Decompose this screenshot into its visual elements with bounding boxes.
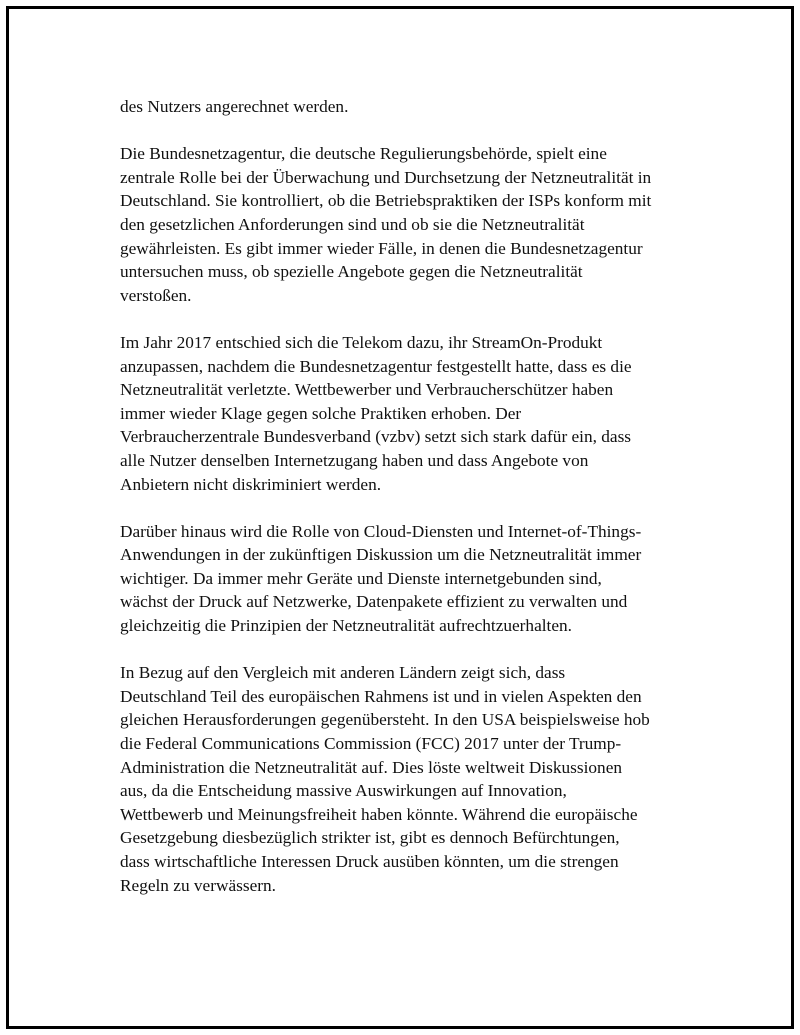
paragraph-5 [120, 661, 700, 897]
text-line: verstoßen. [120, 285, 192, 305]
text-line: Im Jahr 2017 entschied sich die Telekom dazu, ihr StreamOn-Produkt [120, 332, 603, 352]
page-frame [6, 6, 794, 1029]
text-line: Deutschland Teil des europäischen Rahmens ist und in vielen Aspekten den [120, 686, 642, 706]
text-line: Die Bundesnetzagentur, die deutsche Regulierungsbehörde, spielt eine [120, 144, 607, 164]
text-line: wichtiger. Da immer mehr Geräte und Dienste internetgebunden sind, [120, 568, 602, 588]
paragraph-gap [120, 119, 700, 143]
text-line: Darüber hinaus wird die Rolle von Cloud-Diensten und Internet-of-Things- [120, 521, 642, 541]
text-line: gleichen Herausforderungen gegenübersteht. In den USA beispielsweise hob [120, 710, 650, 730]
text-line: wächst der Druck auf Netzwerke, Datenpakete effizient zu verwalten und [120, 592, 628, 612]
text-line: zentrale Rolle bei der Überwachung und Durchsetzung der Netzneutralität in [120, 167, 652, 187]
text-line: Verbraucherzentrale Bundesverband (vzbv) setzt sich stark dafür ein, dass [120, 427, 632, 447]
text-line: untersuchen muss, ob spezielle Angebote gegen die Netzneutralität [120, 262, 583, 282]
text-line: den gesetzlichen Anforderungen sind und ob sie die Netzneutralität [120, 214, 585, 234]
document-body [120, 95, 700, 897]
text-line: des Nutzers angerechnet werden. [120, 97, 349, 116]
paragraph-2 [120, 142, 700, 307]
paragraph-3 [120, 331, 700, 496]
text-line: Regeln zu verwässern. [120, 875, 276, 895]
text-line: Administration die Netzneutralität auf. Dies löste weltweit Diskussionen [120, 757, 623, 777]
text-line: anzupassen, nachdem die Bundesnetzagentur festgestellt hatte, dass es die [120, 356, 632, 376]
text-line: Wettbewerb und Meinungsfreiheit haben könnte. Während die europäische [120, 804, 638, 824]
text-line: immer wieder Klage gegen solche Praktiken erhoben. Der [120, 403, 522, 423]
text-line: In Bezug auf den Vergleich mit anderen Ländern zeigt sich, dass [120, 663, 566, 683]
paragraph-4 [120, 520, 700, 638]
text-line: Gesetzgebung diesbezüglich strikter ist, gibt es dennoch Befürchtungen, [120, 828, 620, 848]
text-line: dass wirtschaftliche Interessen Druck ausüben könnten, um die strengen [120, 852, 619, 871]
paragraph-gap [120, 307, 700, 331]
text-line: die Federal Communications Commission (FCC) 2017 unter der Trump- [120, 734, 622, 754]
text-line: Netzneutralität verletzte. Wettbewerber und Verbraucherschützer haben [120, 380, 614, 400]
text-line: Anwendungen in der zukünftigen Diskussion um die Netzneutralität immer [120, 545, 642, 565]
text-line: Deutschland. Sie kontrolliert, ob die Betriebspraktiken der ISPs konform mit [120, 191, 652, 211]
text-line: Anbietern nicht diskriminiert werden. [120, 474, 382, 494]
paragraph-gap [120, 496, 700, 520]
paragraph-1 [120, 95, 700, 119]
paragraph-gap [120, 638, 700, 662]
text-line: gleichzeitig die Prinzipien der Netzneutralität aufrechtzuerhalten. [120, 616, 572, 636]
text-line: gewährleisten. Es gibt immer wieder Fälle, in denen die Bundesnetzagentur [120, 238, 643, 258]
text-line: alle Nutzer denselben Internetzugang haben und dass Angebote von [120, 450, 589, 470]
text-line: aus, da die Entscheidung massive Auswirkungen auf Innovation, [120, 781, 567, 801]
